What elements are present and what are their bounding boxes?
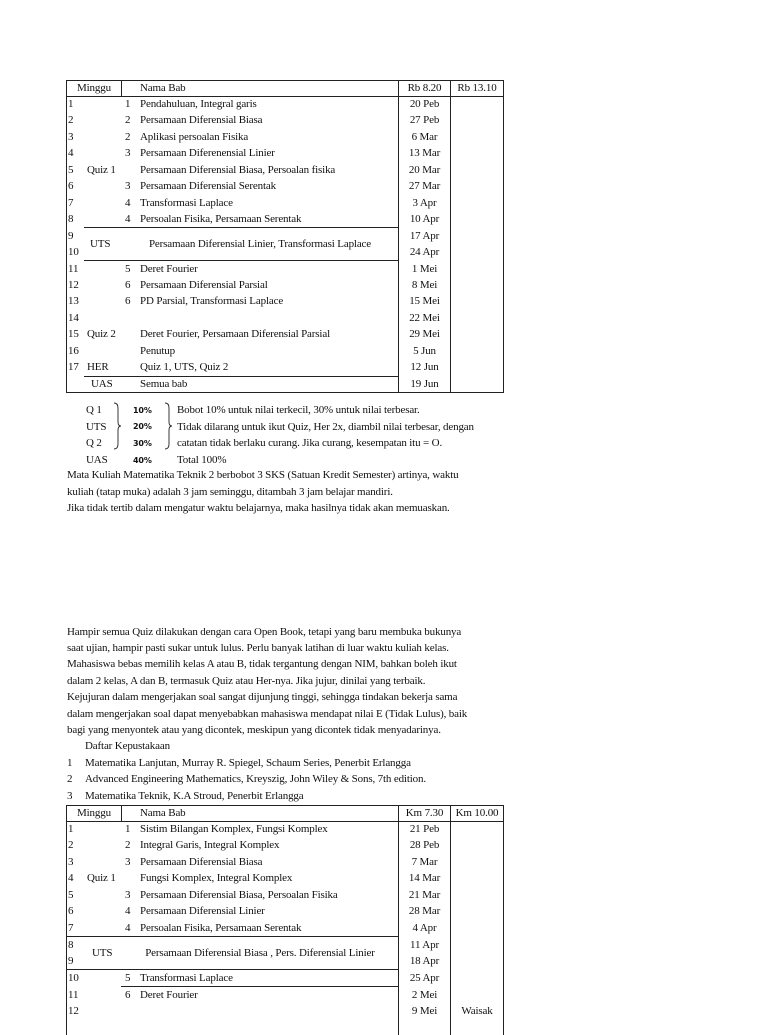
week-number: 7	[68, 196, 74, 209]
weight-note-3: catatan tidak berlaku curang. Jika curang, kesempatan itu = O.	[177, 437, 443, 449]
chapter-title: Deret Fourier	[140, 988, 198, 1001]
weight-q1-pct: 10%	[133, 406, 152, 415]
lecture-date: 18 Apr	[409, 955, 440, 967]
chapter-title: Persamaan Diferensial Linier	[140, 905, 265, 918]
lecture-date: 10 Apr	[409, 213, 440, 226]
bibliography-item: Advanced Engineering Mathematics, Kreyszig, John Wiley & Sons, 7th edition.	[85, 773, 426, 785]
weight-note-2: Tidak dilarang untuk ikut Quiz, Her 2x, diambil nilai terbesar, dengan	[177, 421, 474, 433]
week-number: 4	[68, 147, 74, 160]
weight-q1-name: Q 1	[86, 404, 102, 416]
chapter-number: 4	[125, 196, 131, 209]
week-number: 8	[68, 213, 74, 226]
lecture-date: 2 Mei	[411, 988, 438, 1001]
chapter-title: Persamaan Diferensial Biasa, Persoalan fisika	[140, 163, 336, 176]
bibliography-num: 1	[67, 757, 73, 769]
paragraph-line: dalam 2 kelas, A dan B, termasuk Quiz atau Her-nya. Jika jujur, dinilai yang terbaik.	[67, 675, 426, 687]
weight-uts-pct: 20%	[133, 422, 152, 431]
weight-q2-name: Q 2	[86, 437, 102, 449]
chapter-title: Aplikasi persoalan Fisika	[140, 130, 249, 143]
week-number: 9	[68, 229, 74, 242]
weight-uts-name: UTS	[86, 421, 107, 433]
bibliography-num: 2	[67, 773, 73, 785]
header-class-b: Km 10.00	[455, 807, 499, 819]
week-number: 4	[68, 872, 74, 885]
week-number: 16	[68, 344, 79, 357]
uts-title: Persamaan Diferensial Linier, Transformasi Laplace	[148, 238, 372, 250]
chapter-number: 2	[125, 114, 131, 127]
uts-title: Persamaan Diferensial Biasa , Pers. Diferensial Linier	[145, 947, 375, 959]
chapter-title: PD Parsial, Transformasi Laplace	[140, 295, 284, 308]
week-number: 3	[68, 855, 74, 868]
lecture-date: 3 Apr	[412, 196, 437, 209]
paragraph-line: Jika tidak tertib dalam mengatur waktu belajarnya, maka hasilnya tidak akan memuaskan.	[67, 502, 450, 514]
week-label: HER	[87, 361, 109, 374]
header-minggu: Minggu	[77, 82, 111, 94]
chapter-title: Sistim Bilangan Komplex, Fungsi Komplex	[140, 823, 328, 835]
week-number: 3	[68, 130, 74, 143]
chapter-title: Semua bab	[140, 377, 188, 390]
paragraph-line: Mata Kuliah Matematika Teknik 2 berbobot 3 SKS (Satuan Kredit Semester) artinya, waktu	[67, 469, 459, 481]
chapter-title: Deret Fourier	[140, 262, 198, 275]
chapter-title: Fungsi Komplex, Integral Komplex	[140, 872, 293, 885]
week-number: 10	[68, 972, 79, 984]
bibliography-num: 3	[67, 790, 73, 802]
chapter-title: Persamaan Diferensial Parsial	[140, 278, 268, 291]
week-number: 2	[68, 839, 74, 852]
chapter-title: Transformasi Laplace	[140, 972, 233, 984]
lecture-date: 28 Mar	[408, 905, 441, 918]
paragraph-line: saat ujian, hampir pasti sukar untuk lulus. Perlu banyak latihan di luar waktu kuliah kelas.	[67, 642, 449, 654]
header-nama-bab: Nama Bab	[140, 807, 186, 819]
chapter-title: Penutup	[140, 344, 176, 357]
lecture-date: 24 Apr	[409, 246, 440, 259]
chapter-title: Persamaan Diferensial Biasa, Persoalan Fisika	[140, 888, 338, 901]
lecture-date: 29 Mei	[409, 328, 440, 341]
chapter-number: 5	[125, 972, 131, 984]
lecture-date: 25 Apr	[409, 972, 440, 984]
header-class-a: Km 7.30	[405, 807, 444, 819]
paragraph-line: bagi yang menyontek atau yang dicontek, meskipun yang dicontek tidak menyadarinya.	[67, 724, 441, 736]
week-label: Quiz 2	[87, 328, 116, 341]
week-number: 11	[68, 988, 79, 1001]
chapter-title: Persamaan Diferenensial Linier	[140, 147, 275, 160]
lecture-date: 12 Jun	[410, 361, 439, 374]
chapter-title: Persamaan Diferensial Biasa	[140, 114, 263, 127]
header-class-a: Rb 8.20	[407, 82, 442, 94]
week-label: Quiz 1	[87, 163, 116, 176]
weight-q2-pct: 30%	[133, 439, 152, 448]
lecture-date: 13 Mar	[408, 147, 441, 160]
brace-left-icon	[112, 402, 122, 450]
header-nama-bab: Nama Bab	[140, 82, 186, 94]
chapter-title: Pendahuluan, Integral garis	[140, 98, 257, 110]
chapter-title: Persamaan Diferensial Biasa	[140, 855, 263, 868]
chapter-number: 1	[125, 823, 131, 835]
chapter-number: 6	[125, 988, 131, 1001]
lecture-date: 27 Peb	[409, 114, 440, 127]
lecture-date: 21 Peb	[409, 823, 440, 835]
weight-uas-name: UAS	[86, 454, 108, 466]
lecture-date: 21 Mar	[408, 888, 441, 901]
lecture-date: 7 Mar	[411, 855, 438, 868]
paragraph-line: dalam mengerjakan soal dapat menyebabkan mahasiswa mendapat nilai E (Tidak Lulus), baik	[67, 708, 468, 720]
week-number: 17	[68, 361, 79, 374]
lecture-date: 9 Mei	[411, 1005, 438, 1017]
week-number: 11	[68, 262, 79, 275]
week-number: 10	[68, 246, 79, 259]
lecture-date: 22 Mei	[409, 311, 440, 324]
lecture-date: 14 Mar	[408, 872, 441, 885]
week-number: 15	[68, 328, 79, 341]
chapter-title: Persoalan Fisika, Persamaan Serentak	[140, 921, 302, 934]
week-number: 1	[68, 98, 74, 110]
lecture-date: 20 Peb	[409, 98, 440, 110]
week-number: 1	[68, 823, 74, 835]
uts-label: UTS	[92, 947, 113, 959]
chapter-title: Transformasi Laplace	[140, 196, 233, 209]
lecture-date: 8 Mei	[411, 278, 438, 291]
week-number: 8	[68, 939, 74, 951]
chapter-number: 2	[125, 839, 131, 852]
week-number: 12	[68, 1005, 79, 1017]
chapter-number: 6	[125, 295, 131, 308]
chapter-number: 3	[125, 180, 131, 193]
chapter-number: 4	[125, 921, 131, 934]
week-number: 14	[68, 311, 79, 324]
week-number: 9	[68, 955, 74, 967]
week-number: 5	[68, 163, 74, 176]
week-number: 2	[68, 114, 74, 127]
chapter-title: Deret Fourier, Persamaan Diferensial Parsial	[140, 328, 330, 341]
bibliography-item: Matematika Teknik, K.A Stroud, Penerbit Erlangga	[85, 790, 304, 802]
weight-uas-pct: 40%	[133, 456, 152, 465]
lecture-date: 5 Jun	[413, 344, 436, 357]
chapter-number: 1	[125, 98, 131, 110]
lecture-date: 4 Apr	[412, 921, 437, 934]
chapter-number: 5	[125, 262, 131, 275]
uts-label: UTS	[90, 238, 111, 250]
week-number: 6	[68, 905, 74, 918]
chapter-title: Persamaan Diferensial Serentak	[140, 180, 276, 193]
chapter-number: 4	[125, 213, 131, 226]
chapter-title: Integral Garis, Integral Komplex	[140, 839, 280, 852]
header-minggu: Minggu	[77, 807, 111, 819]
paragraph-line: kuliah (tatap muka) adalah 3 jam seminggu, ditambah 3 jam belajar mandiri.	[67, 486, 393, 498]
week-number: 12	[68, 278, 79, 291]
chapter-number: 3	[125, 147, 131, 160]
lecture-date: 15 Mei	[409, 295, 440, 308]
lecture-date: 17 Apr	[409, 229, 440, 242]
bibliography-item: Matematika Lanjutan, Murray R. Spiegel, Schaum Series, Penerbit Erlangga	[85, 757, 411, 769]
chapter-number: 4	[125, 905, 131, 918]
chapter-number: 6	[125, 278, 131, 291]
week-number: 13	[68, 295, 79, 308]
week-number: 6	[68, 180, 74, 193]
lecture-date: 11 Apr	[410, 939, 439, 951]
lecture-date: 20 Mar	[408, 163, 441, 176]
date-note: Waisak	[461, 1005, 493, 1017]
lecture-date: 1 Mei	[411, 262, 438, 275]
weight-total: Total 100%	[177, 454, 227, 466]
paragraph-line: Hampir semua Quiz dilakukan dengan cara Open Book, tetapi yang baru membuka bukunya	[67, 626, 462, 638]
chapter-title: Quiz 1, UTS, Quiz 2	[140, 361, 229, 374]
lecture-date: 28 Peb	[409, 839, 440, 852]
lecture-date: 6 Mar	[411, 130, 438, 143]
lecture-date: 27 Mar	[408, 180, 441, 193]
chapter-number: 2	[125, 130, 131, 143]
week-number: 5	[68, 888, 74, 901]
header-class-b: Rb 13.10	[457, 82, 497, 94]
bibliography-title: Daftar Kepustakaan	[85, 740, 170, 752]
paragraph-line: Kejujuran dalam mengerjakan soal sangat dijunjung tinggi, sehingga tindakan bekerja sama	[67, 691, 458, 703]
week-label: Quiz 1	[87, 872, 116, 885]
week-number: 7	[68, 921, 74, 934]
week-label: UAS	[91, 377, 113, 390]
brace-right-icon	[163, 402, 173, 450]
chapter-number: 3	[125, 855, 131, 868]
paragraph-line: Mahasiswa bebas memilih kelas A atau B, tidak tergantung dengan NIM, bahkan boleh ikut	[67, 658, 457, 670]
chapter-title: Persoalan Fisika, Persamaan Serentak	[140, 213, 302, 226]
weight-note-1: Bobot 10% untuk nilai terkecil, 30% untuk nilai terbesar.	[177, 404, 420, 416]
lecture-date: 19 Jun	[410, 377, 439, 390]
chapter-number: 3	[125, 888, 131, 901]
